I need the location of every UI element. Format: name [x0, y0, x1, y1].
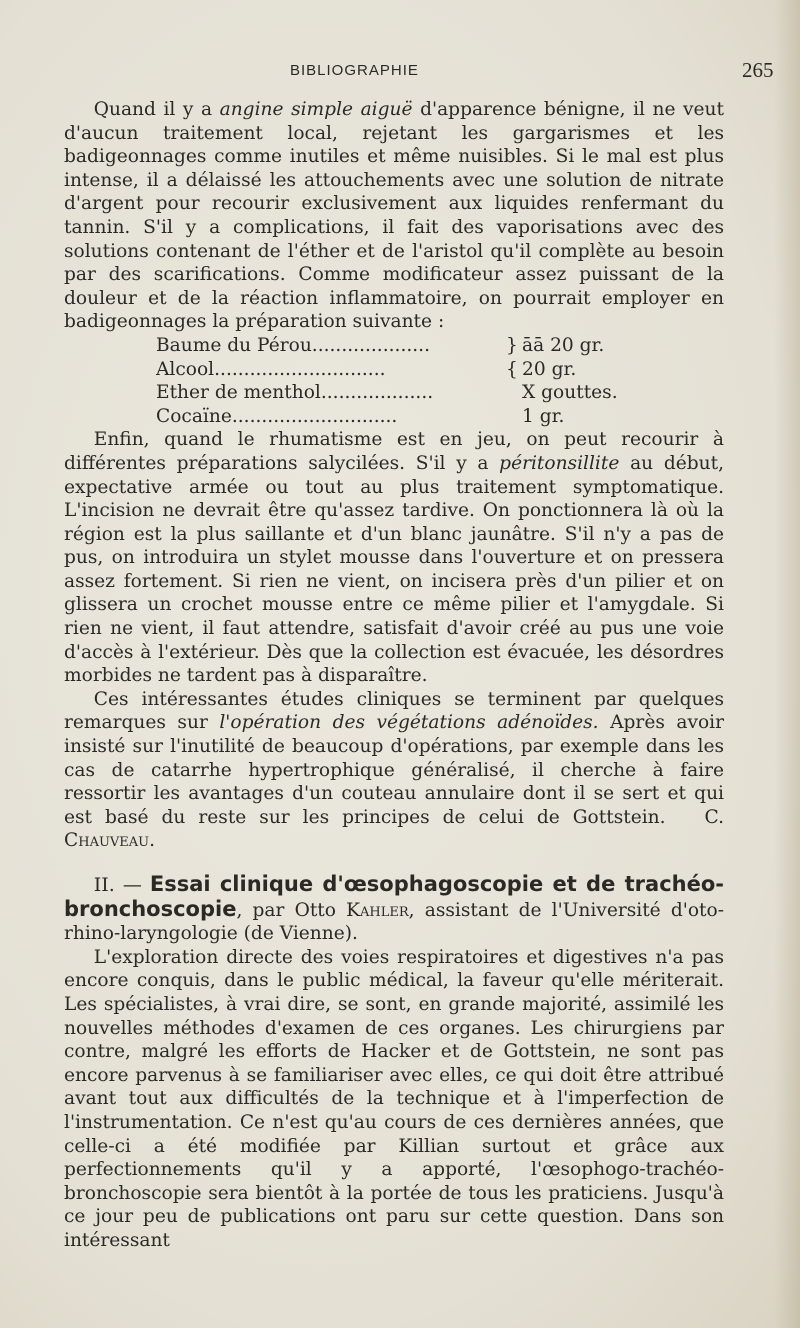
paragraph-vegetations [64, 688, 724, 853]
ingredient-name: Cocaïne............................ [156, 405, 398, 427]
ingredient-dose: 20 gr. [522, 358, 577, 380]
ingredient-dose: X gouttes. [522, 382, 618, 404]
paragraph-text: Enfin, quand le rhumatisme est en jeu, on peut recourir à différentes préparations salycilées. S'il y a [64, 429, 724, 474]
paragraph-text: Ces intéressantes études cliniques se terminent par quelques remarques sur [64, 688, 724, 734]
page-header [0, 58, 800, 88]
review-signature: C. Chauveau. [64, 806, 725, 852]
section-heading [64, 873, 724, 946]
italic-term: péritonsillite [499, 452, 620, 474]
running-title: BIBLIOGRAPHIE [290, 62, 419, 79]
prescription-line [156, 405, 696, 429]
brace-mark [506, 405, 522, 429]
section-title: Essai clinique d'œsophagoscopie et de trachéo-bronchoscopie [64, 872, 724, 921]
paragraph-text: au début, expectative armée ou tout au plus traitement symptomatique. L'incision ne devrait être qu'assez tardive. On ponctionnera là où la région est la plus saillante et d'un blanc jaunâtre. S'il n'y a pas de pus, on introduira un stylet mousse dans l'ouverture et on pressera assez fortement. Si rien ne vient, on incisera près d'un pilier et on glissera un crochet mousse entre ce même pilier et l'amygdale. Si rien ne vient, il faut attendre, satisfait d'avoir créé au pus une voie d'accès à l'extérieur. Dès que la collection est évacuée, les désordres morbides ne tardent pas à disparaître. [64, 452, 724, 687]
paragraph-rhumatisme [64, 428, 724, 688]
paragraph-angine [64, 98, 724, 334]
ingredient-name: Baume du Pérou.................... [156, 334, 431, 356]
prescription-line [156, 358, 696, 382]
ingredient-name: Alcool............................. [156, 358, 386, 380]
prescription-line [156, 381, 696, 405]
ingredient-dose: 1 gr. [522, 405, 565, 427]
page-number: 265 [742, 58, 774, 82]
italic-term: angine simple aiguë [219, 99, 413, 120]
paragraph-text: , par Otto [236, 899, 347, 921]
prescription-line [156, 334, 696, 358]
brace-mark: { [506, 358, 518, 380]
ingredient-name: Ether de menthol................... [156, 382, 434, 404]
author-name: Kahler [346, 899, 409, 921]
page-edge-shadow [774, 0, 800, 1328]
paragraph-text: , assistant de l'Université d'oto-rhino-laryngologie (de Vienne). [64, 899, 724, 945]
paragraph-text: Quand il y a [93, 99, 220, 120]
brace-mark [506, 381, 522, 405]
italic-term: l'opération des végétations adénoïdes. [219, 712, 599, 734]
paragraph-text: d'apparence bénigne, il ne veut d'aucun traitement local, rejetant les gargarismes et les badigeonnages comme inutiles et même nuisibles. Si le mal est plus intense, il a délaissé les attouchements avec une solution de nitrate d'argent pour recourir exclusivement aux liquides renfermant du tannin. S'il y a complications, il fait des vaporisations avec des solutions contenant de l'éther et de l'aristol qu'il complète au besoin par des scarifications. Comme modificateur assez puissant de la douleur et de la réaction inflammatoire, on pourrait employer en badigeonnages la préparation suivante : [64, 99, 724, 333]
prescription-list [156, 334, 696, 428]
section-number: II. — [93, 874, 150, 896]
brace-mark: } [506, 334, 518, 356]
body-text [64, 98, 724, 1253]
ingredient-dose: āā 20 gr. [522, 334, 605, 356]
paragraph-exploration: L'exploration directe des voies respiratoires et digestives n'a pas encore conquis, dans le public médical, la faveur qu'elle mériterait. Les spécialistes, à vrai dire, se sont, en grande majorité, assimilé les nouvelles méthodes d'examen de ces organes. Les chirurgiens par contre, malgré les efforts de Hacker et de Gottstein, ne sont pas encore parvenus à se familiariser avec elles, ce qui doit être attribué avant tout aux difficultés de la technique et à l'imperfection de l'instrumentation. Ce n'est qu'au cours de ces dernières années, que celle-ci a été modifiée par Killian surtout et grâce aux perfectionnements qu'il y a apporté, l'œsophogo-trachéo-bronchoscopie sera bientôt à la portée de tous les praticiens. Jusqu'à ce jour peu de publications ont paru sur cette question. Dans son intéressant [64, 946, 724, 1251]
paragraph-text: Après avoir insisté sur l'inutilité de beaucoup d'opérations, par exemple dans les cas de catarrhe hypertrophique généralisé, il cherche à faire ressortir les avantages d'un couteau annulaire dont il se sert et qui est basé du reste sur les principes de celui de Gottstein. [64, 712, 724, 828]
